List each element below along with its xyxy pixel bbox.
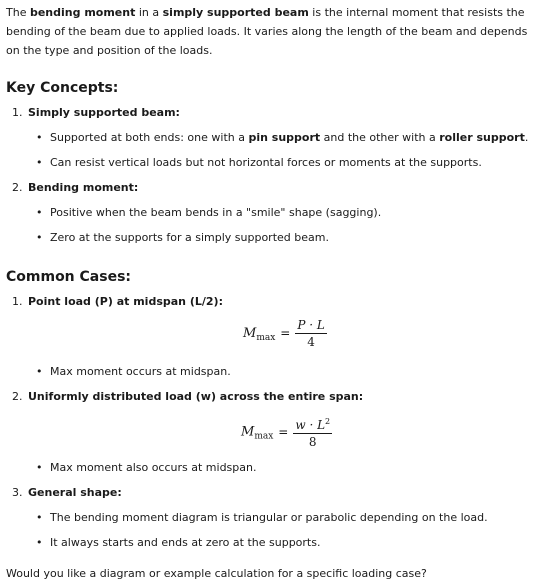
- bullet-icon: •: [36, 511, 43, 524]
- bold-term: pin support: [248, 131, 321, 144]
- list-item: [36, 510, 488, 526]
- formula-point-load: [243, 318, 327, 349]
- bold-term: roller support: [439, 131, 525, 144]
- bullet-text: Can resist vertical loads but not horizontal forces or moments at the supports.: [50, 156, 482, 169]
- intro-paragraph: [6, 3, 539, 60]
- common-cases-heading: Common Cases:: [6, 269, 132, 285]
- bullet-text: The bending moment diagram is triangular or parabolic depending on the load.: [50, 511, 488, 524]
- bullet-text: .: [524, 131, 529, 144]
- bullet-text: Positive when the beam bends in a "smile" shape (sagging).: [50, 206, 382, 219]
- fraction-denominator: 4: [307, 335, 315, 349]
- formula-fraction: [293, 415, 332, 449]
- formula-symbol: M: [243, 326, 257, 341]
- bullet-icon: •: [36, 461, 43, 474]
- formula-equals: =: [280, 326, 291, 340]
- numerator-exponent: 2: [325, 417, 331, 426]
- list-item: [36, 230, 329, 246]
- numbered-item: [12, 105, 180, 121]
- item-number: 2.: [12, 390, 23, 403]
- intro-text: The: [6, 6, 30, 19]
- bullet-text: Max moment occurs at midspan.: [50, 365, 231, 378]
- formula-distributed-load: [241, 415, 332, 449]
- numbered-item: [12, 180, 138, 196]
- item-title: Bending moment:: [28, 181, 139, 194]
- numbered-item: [12, 389, 363, 405]
- item-number: 1.: [12, 295, 23, 308]
- bullet-text: It always starts and ends at zero at the supports.: [50, 536, 321, 549]
- item-title: Uniformly distributed load (w) across the entire span:: [28, 390, 364, 403]
- bullet-text: Supported at both ends: one with a: [50, 131, 249, 144]
- formula-subscript: max: [254, 431, 274, 442]
- item-number: 1.: [12, 106, 23, 119]
- list-item: [36, 364, 231, 380]
- list-item: [36, 535, 320, 551]
- item-number: 2.: [12, 181, 23, 194]
- intro-text: in a: [135, 6, 163, 19]
- bullet-icon: •: [36, 156, 43, 169]
- numbered-item: [12, 294, 223, 310]
- formula-fraction: [295, 318, 327, 349]
- bullet-text: Zero at the supports for a simply supported beam.: [50, 231, 329, 244]
- list-item: [36, 460, 256, 476]
- bullet-icon: •: [36, 365, 43, 378]
- bullet-icon: •: [36, 206, 43, 219]
- fraction-denominator: 8: [308, 435, 317, 449]
- formula-symbol: M: [241, 424, 255, 440]
- list-item: [36, 155, 482, 171]
- item-number: 3.: [12, 486, 23, 499]
- intro-text: is the internal moment that resists the bending of the beam due to applied loads. It varies along the length of the beam and depends on the type and position of the loads.: [6, 6, 528, 57]
- fraction-numerator: P · L: [297, 318, 325, 332]
- intro-bold-term: simply supported beam: [162, 6, 309, 19]
- bullet-icon: •: [36, 131, 43, 144]
- intro-bold-term: bending moment: [29, 6, 136, 19]
- bullet-text: Max moment also occurs at midspan.: [50, 461, 257, 474]
- closing-question: Would you like a diagram or example calculation for a specific loading case?: [6, 567, 427, 580]
- numbered-item: [12, 485, 122, 501]
- list-item: [36, 205, 381, 221]
- list-item: [36, 130, 528, 146]
- bullet-text: and the other with a: [320, 131, 440, 144]
- bullet-icon: •: [36, 536, 43, 549]
- bullet-icon: •: [36, 231, 43, 244]
- item-title: Simply supported beam:: [28, 106, 180, 119]
- formula-subscript: max: [256, 333, 276, 343]
- item-title: General shape:: [28, 486, 122, 499]
- fraction-numerator: [293, 415, 332, 434]
- item-title: Point load (P) at midspan (L/2):: [28, 295, 223, 308]
- formula-equals: =: [278, 424, 289, 439]
- key-concepts-heading: Key Concepts:: [6, 80, 119, 96]
- numerator-base: w · L: [295, 418, 326, 432]
